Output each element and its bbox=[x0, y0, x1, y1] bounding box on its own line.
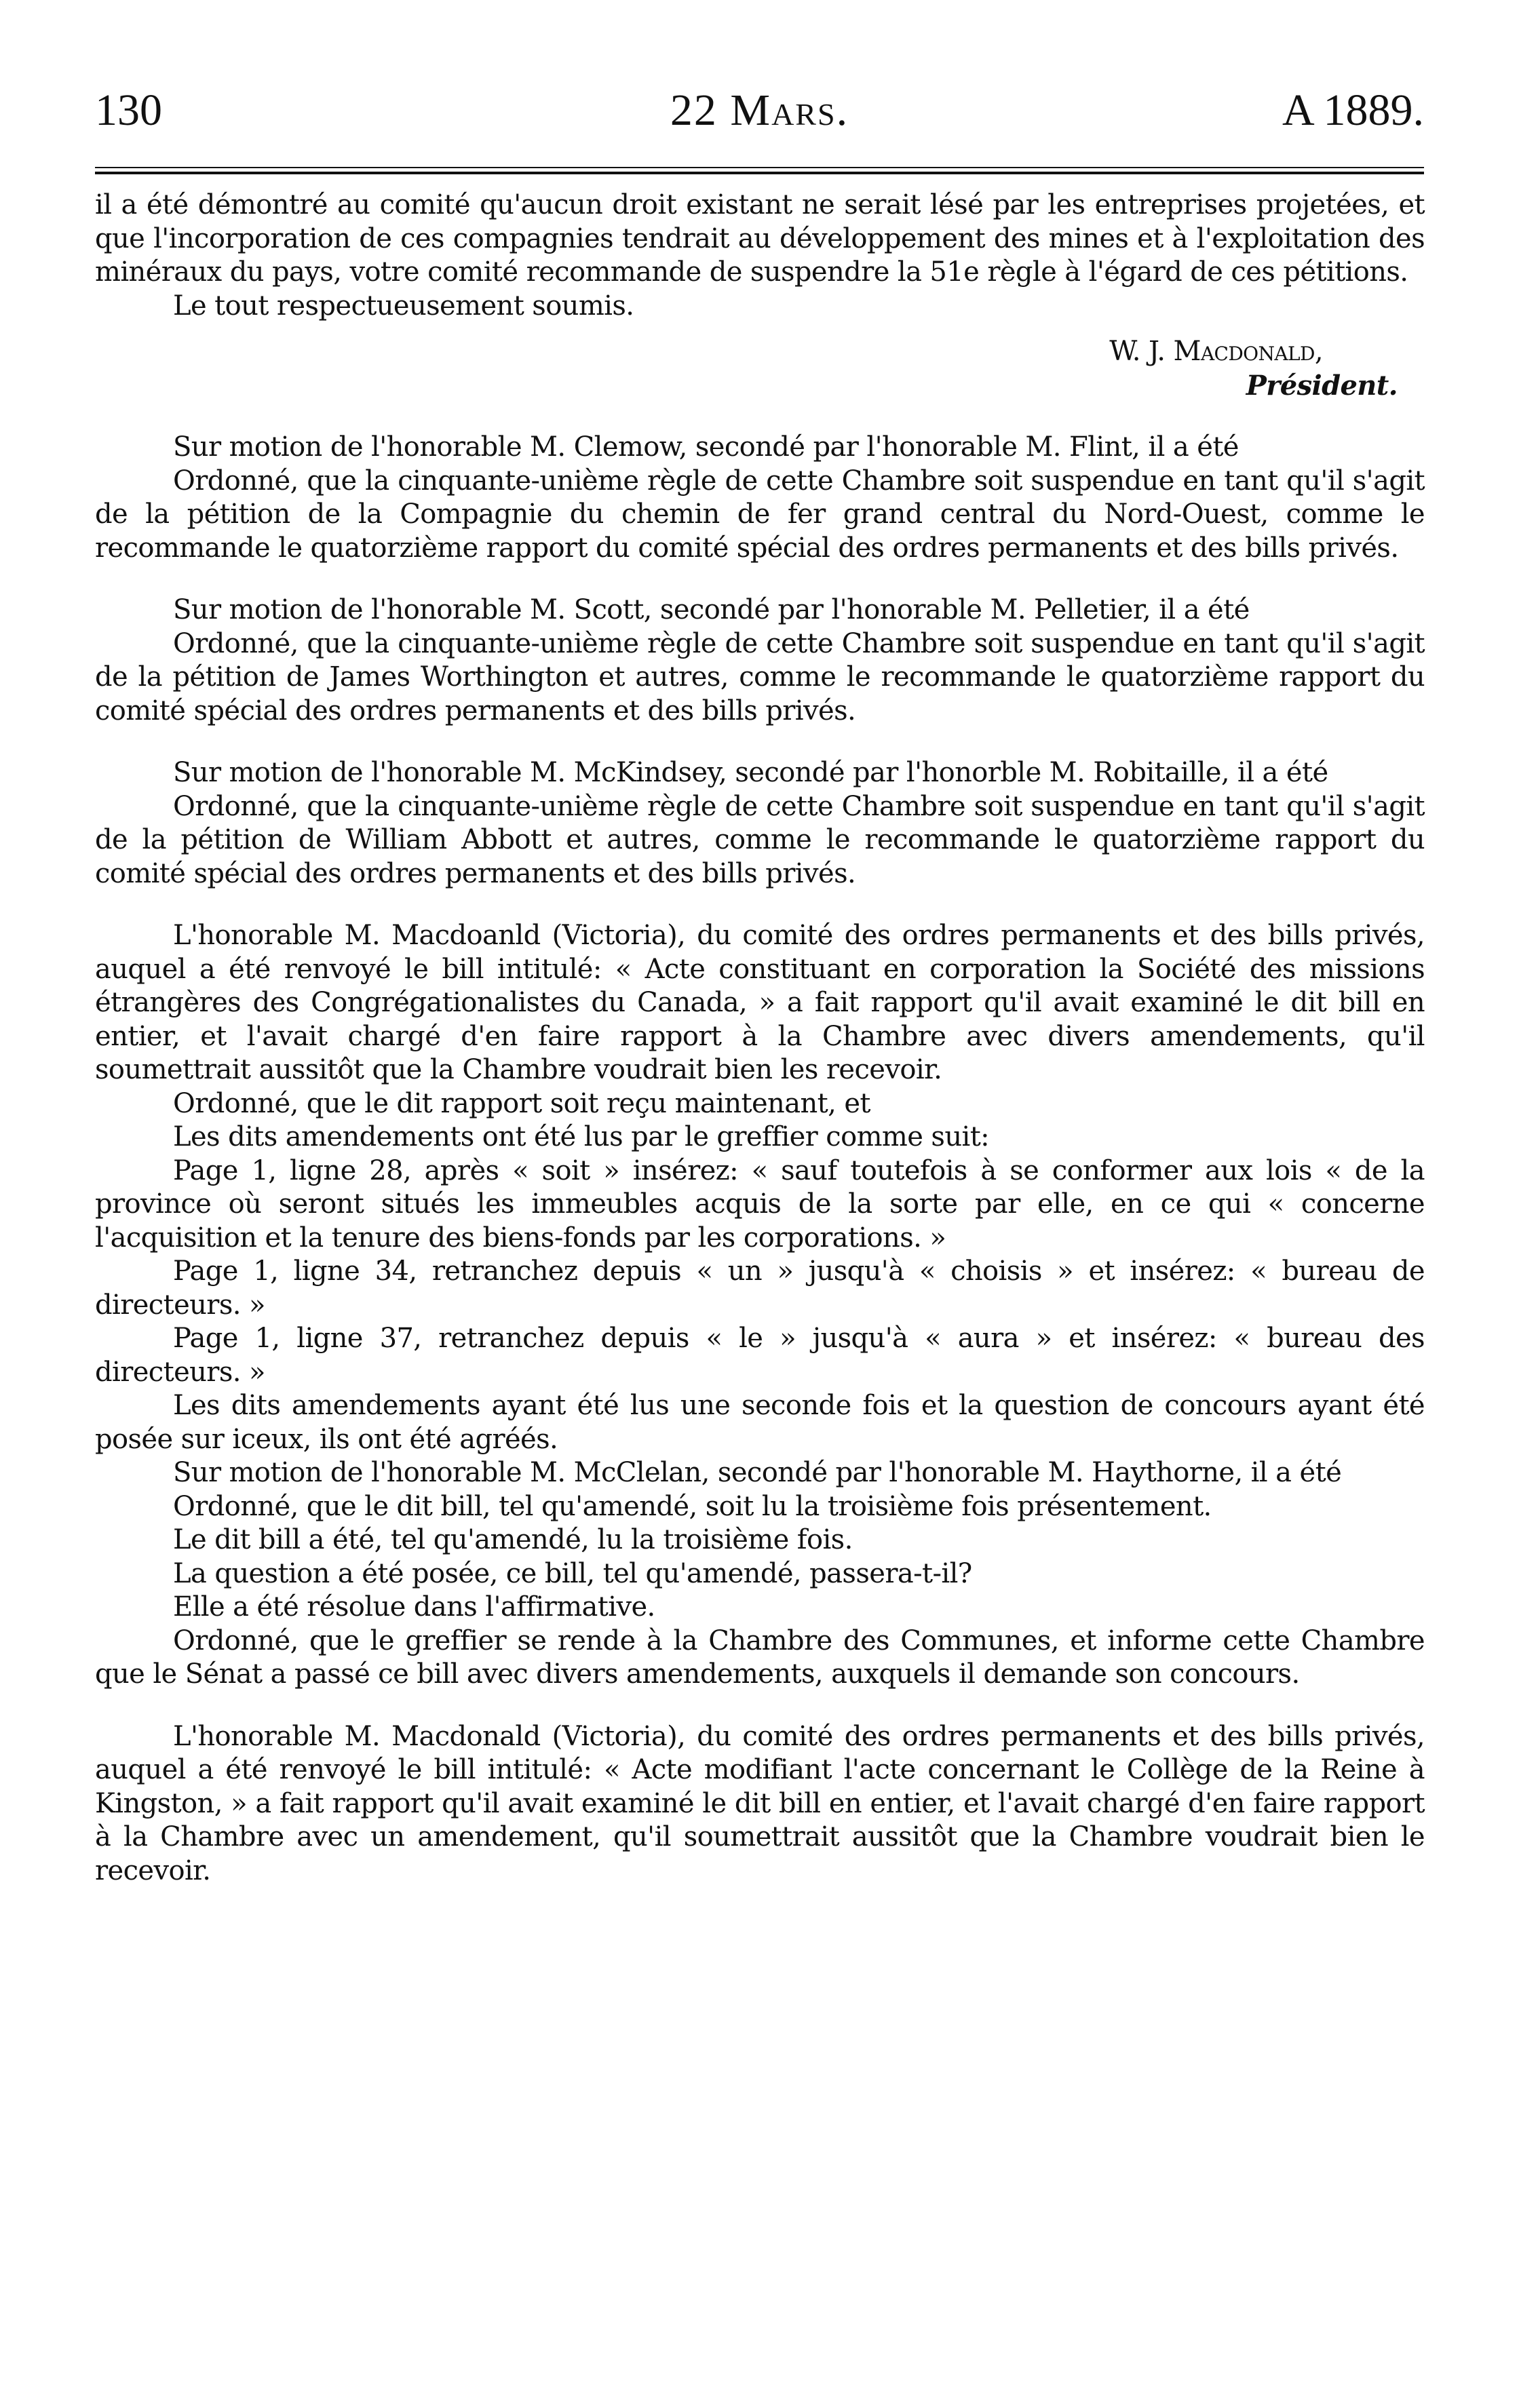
paragraph: Sur motion de l'honorable M. Scott, secondé par l'honorable M. Pelletier, il a été bbox=[173, 594, 1250, 625]
paragraph: Ordonné, que la cinquante-unième règle de cette Chambre soit suspendue en tant qu'il s'agit de la pétition de la Compagnie du chemin de fer grand central du Nord-Ouest, comme le recommande le quatorzième rapport du comité spécial des ordres permanents et des bills privés. bbox=[95, 465, 1425, 564]
paragraph: Ordonné, que le greffier se rende à la Chambre des Communes, et informe cette Chambre que le Sénat a passé ce bill avec divers amendements, auxquels il demande son concours. bbox=[95, 1625, 1425, 1690]
paragraph: Le dit bill a été, tel qu'amendé, lu la troisième fois. bbox=[173, 1524, 853, 1555]
paragraph: L'honorable M. Macdonald (Victoria), du comité des ordres permanents et des bills privés, auquel a été renvoyé le bill intitulé: « Acte modifiant l'acte concernant le Collège de la Reine à Kingston, » a fait rapport qu'il avait examiné le dit bill en entier, et l'avait chargé d'en faire rapport à la Chambre avec un amendement, qu'il soumettrait aussitôt que la Chambre voudrait bien le recevoir. bbox=[95, 1720, 1425, 1886]
header-rule-thin bbox=[95, 167, 1424, 168]
paragraph: Elle a été résolue dans l'affirmative. bbox=[173, 1591, 655, 1623]
header-year: A 1889. bbox=[1282, 85, 1424, 135]
paragraph: Page 1, ligne 28, après « soit » insérez: « sauf toutefois à se conformer aux lois « de la province où seront situés les immeubles acquis de la sorte par elle, en ce qui « concerne l'acquisition et la tenure des biens-fonds par les corporations. » bbox=[95, 1154, 1425, 1254]
paragraph: il a été démontré au comité qu'aucun droit existant ne serait lésé par les entreprises projetées, et que l'incorporation de ces compagnies tendrait au développement des mines et à l'exploitation des minéraux du pays, votre comité recommande de suspendre la 51e règle à l'égard de ces pétitions. bbox=[95, 189, 1425, 288]
header-rule-thick bbox=[95, 172, 1424, 174]
page-body bbox=[95, 189, 1425, 1888]
paragraph: La question a été posée, ce bill, tel qu'amendé, passera-t-il? bbox=[173, 1557, 972, 1589]
paragraph: Ordonné, que la cinquante-unième règle de cette Chambre soit suspendue en tant qu'il s'agit de la pétition de James Worthington et autres, comme le recommande le quatorzième rapport du comité spécial des ordres permanents et des bills privés. bbox=[95, 627, 1425, 726]
paragraph: L'honorable M. Macdoanld (Victoria), du comité des ordres permanents et des bills privés, auquel a été renvoyé le bill intitulé: « Acte constituant en corporation la Société des missions étrangères des Congrégationalistes du Canada, » a fait rapport qu'il avait examiné le dit bill en entier, et l'avait chargé d'en faire rapport à la Chambre avec divers amendements, qu'il soumettrait aussitôt que la Chambre voudrait bien les recevoir. bbox=[95, 920, 1425, 1085]
paragraph: Ordonné, que le dit rapport soit reçu maintenant, et bbox=[173, 1087, 870, 1119]
paragraph: Page 1, ligne 37, retranchez depuis « le » jusqu'à « aura » et insérez: « bureau des directeurs. » bbox=[95, 1323, 1425, 1388]
signature-name: W. J. Macdonald, bbox=[1109, 336, 1323, 367]
paragraph: Page 1, ligne 34, retranchez depuis « un » jusqu'à « choisis » et insérez: « bureau de directeurs. » bbox=[95, 1256, 1425, 1321]
header-date: 22 Mars. bbox=[670, 85, 849, 135]
header-double-rule bbox=[95, 167, 1424, 176]
paragraph: Les dits amendements ayant été lus une seconde fois et la question de concours ayant été posée sur iceux, ils ont été agréés. bbox=[95, 1390, 1425, 1455]
paragraph: Sur motion de l'honorable M. McClelan, secondé par l'honorable M. Haythorne, il a été bbox=[173, 1457, 1342, 1488]
paragraph: Les dits amendements ont été lus par le greffier comme suit: bbox=[173, 1121, 990, 1152]
paragraph: Sur motion de l'honorable M. Clemow, secondé par l'honorable M. Flint, il a été bbox=[173, 431, 1239, 463]
paragraph: Sur motion de l'honorable M. McKindsey, secondé par l'honorble M. Robitaille, il a été bbox=[173, 757, 1328, 788]
paragraph: Ordonné, que le dit bill, tel qu'amendé, soit lu la troisième fois présentement. bbox=[173, 1490, 1212, 1522]
signature-title: Président. bbox=[1246, 369, 1398, 402]
page-number: 130 bbox=[95, 85, 162, 135]
paragraph: Ordonné, que la cinquante-unième règle de cette Chambre soit suspendue en tant qu'il s'agit de la pétition de William Abbott et autres, comme le recommande le quatorzième rapport du comité spécial des ordres permanents et des bills privés. bbox=[95, 790, 1425, 889]
paragraph: Le tout respectueusement soumis. bbox=[173, 290, 634, 322]
running-header bbox=[95, 80, 1424, 141]
